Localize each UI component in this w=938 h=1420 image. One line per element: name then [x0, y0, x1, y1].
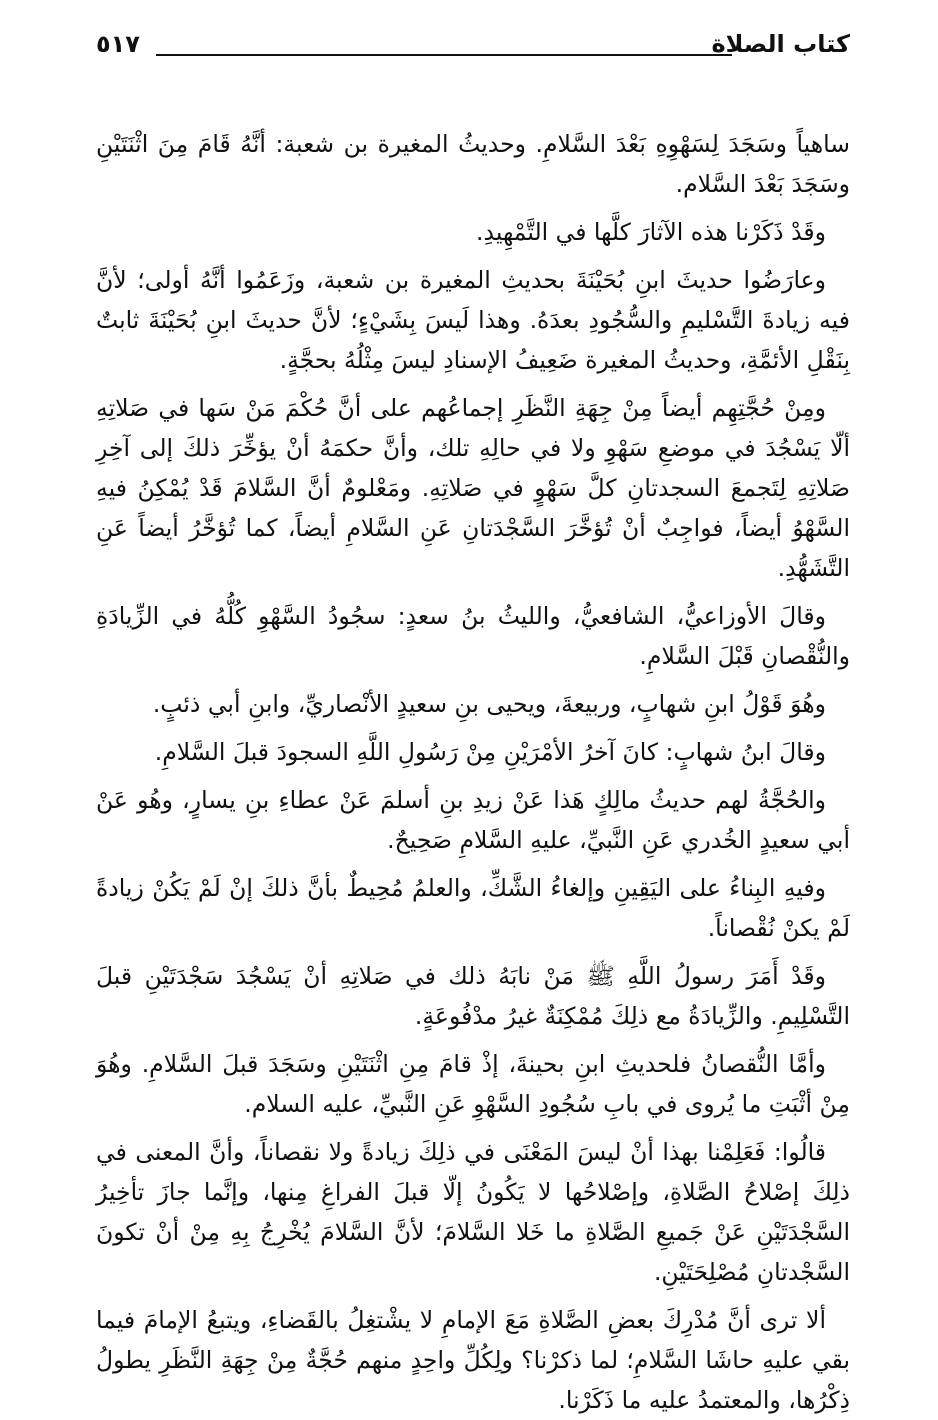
paragraph: وقَدْ ذَكَرْنا هذه الآثارَ كلَّها في التَّمْهِيدِ. [476, 218, 826, 246]
paragraph: والحُجَّةُ لهم حديثُ مالِكٍ هَذا عَنْ زيدِ بنِ أسلمَ عَنْ عطاءِ بنِ يسارٍ، وهُو عَنْ أبي سعيدٍ الخُدري عَنِ النَّبيِّ، عليهِ السَّلامِ صَحِيحٌ. [96, 786, 850, 854]
paragraph: وقَدْ أَمَرَ رسولُ اللَّهِ ﷺ مَنْ نابَهُ ذلك في صَلاتِهِ أنْ يَسْجُدَ سَجْدَتَيْنِ قبلَ التَّسْلِيمِ. والزِّيادَةُ مع ذلِكَ مُمْكِنَةٌ غيرُ مدْفُوعَةٍ. [96, 962, 850, 1030]
paragraph: وهُوَ قَوْلُ ابنِ شهابٍ، وربيعةَ، ويحيى بنِ سعيدٍ الأنْصاريِّ، وابنِ أبي ذئبٍ. [152, 690, 826, 718]
paragraph: ألا ترى أنَّ مُدْرِكَ بعضِ الصَّلاةِ مَعَ الإمامِ لا يشْتغِلُ بالقَضاءِ، ويتبعُ الإمامَ فيما بقي عليهِ حاشَا السَّلامِ؛ لما ذكرْنا؟ ولِكُلِّ واحِدٍ منهم حُجَّةٌ مِنْ جِهَةِ النَّظَرِ يطولُ ذِكْرُها، والمعتمدُ عليه ما ذَكَرْنا. [96, 1306, 850, 1414]
paragraph: وقالَ الأوزاعيُّ، الشافعيُّ، والليثُ بنُ سعدٍ: سجُودُ السَّهْوِ كُلُّهُ في الزِّيادَةِ والنُّقْصانِ قَبْلَ السَّلامِ. [96, 602, 850, 670]
paragraph: وعارَضُوا حديثَ ابنِ بُحَيْنَةَ بحديثِ المغيرة بن شعبة، وزَعَمُوا أنَّهُ أولى؛ لأنَّ فيه زيادةَ التَّسْليمِ والسُّجُودِ بعدَهُ. وهذا لَيسَ بِشَيْءٍ؛ لأنَّ حديثَ ابنِ بُحَيْنَةَ ثابتٌ بِنَقْلِ الأئمَّةِ، وحديثُ المغيرة ضَعِيفُ الإسنادِ ليسَ مِثْلُهُ بحجَّةٍ. [96, 266, 850, 374]
running-title: كتاب الصلاة [711, 30, 850, 58]
paragraph: وفيهِ البِناءُ على اليَقِينِ وإلغاءُ الشَّكِّ، والعلمُ مُحِيطٌ بأنَّ ذلكَ إنْ لَمْ يَكُنْ زيادةً لَمْ يكنْ نُقْصاناً. [96, 874, 850, 942]
paragraph: وقالَ ابنُ شهابٍ: كانَ آخرُ الأمْرَيْنِ مِنْ رَسُولِ اللَّهِ السجودَ قبلَ السَّلامِ. [154, 738, 826, 766]
paragraph: قالُوا: فَعَلِمْنا بهذا أنْ ليسَ المَعْنَى في ذلِكَ زيادةً ولا نقصاناً، وأنَّ المعنى في ذلِكَ إصْلاحُ الصَّلاةِ، وإصْلاحُها لا يَكُونُ إلّا قبلَ الفراغِ مِنها، وإنَّما جازَ تأخِيرُ السَّجْدَتَيْنِ عَنْ جَميعِ الصَّلاةِ ما خَلا السَّلامَ؛ لأنَّ السَّلامَ يُخْرِجُ بِهِ مِنْ أنْ تكونَ السَّجْدتانِ مُصْلِحَتَيْنِ. [96, 1138, 850, 1286]
page-body [96, 124, 850, 1420]
header-rule [156, 54, 732, 56]
paragraph: ساهياً وسَجَدَ لِسَهْوِهِ بَعْدَ السَّلامِ. وحديثُ المغيرة بن شعبة: أنَّهُ قَامَ مِنَ اثْنَتَيْنِ وسَجَدَ بَعْدَ السَّلام. [96, 130, 850, 198]
page-number: ٥١٧ [96, 30, 140, 58]
paragraph: ومِنْ حُجَّتِهِم أيضاً مِنْ جِهَةِ النَّظَرِ إجماعُهم على أنَّ حُكْمَ مَنْ سَها في صَلاتِهِ ألّا يَسْجُدَ في موضعِ سَهْوِ ولا في حالِهِ تلك، وأنَّ حكمَهُ أنْ يؤخِّرَ ذلكَ إلى آخِرِ صَلاتِهِ لِتَجمعَ السجدتانِ كلَّ سَهْوٍ في صَلاتِهِ. ومَعْلومٌ أنَّ السَّلامَ قَدْ يُمْكِنُ فيهِ السَّهْوُ أيضاً، فواجِبٌ أنْ تُؤخَّرَ السَّجْدَتانِ عَنِ السَّلامِ أيضاً، كما تُؤخَّرُ أيضاً عَنِ التَّشَهُّدِ. [96, 394, 850, 582]
paragraph: وأمَّا النُّقصانُ فلحديثِ ابنِ بحينةَ، إذْ قامَ مِنِ اثْنَتَيْنِ وسَجَدَ قبلَ السَّلامِ. وهُوَ مِنْ أثْبَتِ ما يُروى في بابِ سُجُودِ السَّهْوِ عَنِ النَّبيِّ، عليه السلام. [96, 1050, 850, 1118]
page-header [96, 28, 850, 64]
